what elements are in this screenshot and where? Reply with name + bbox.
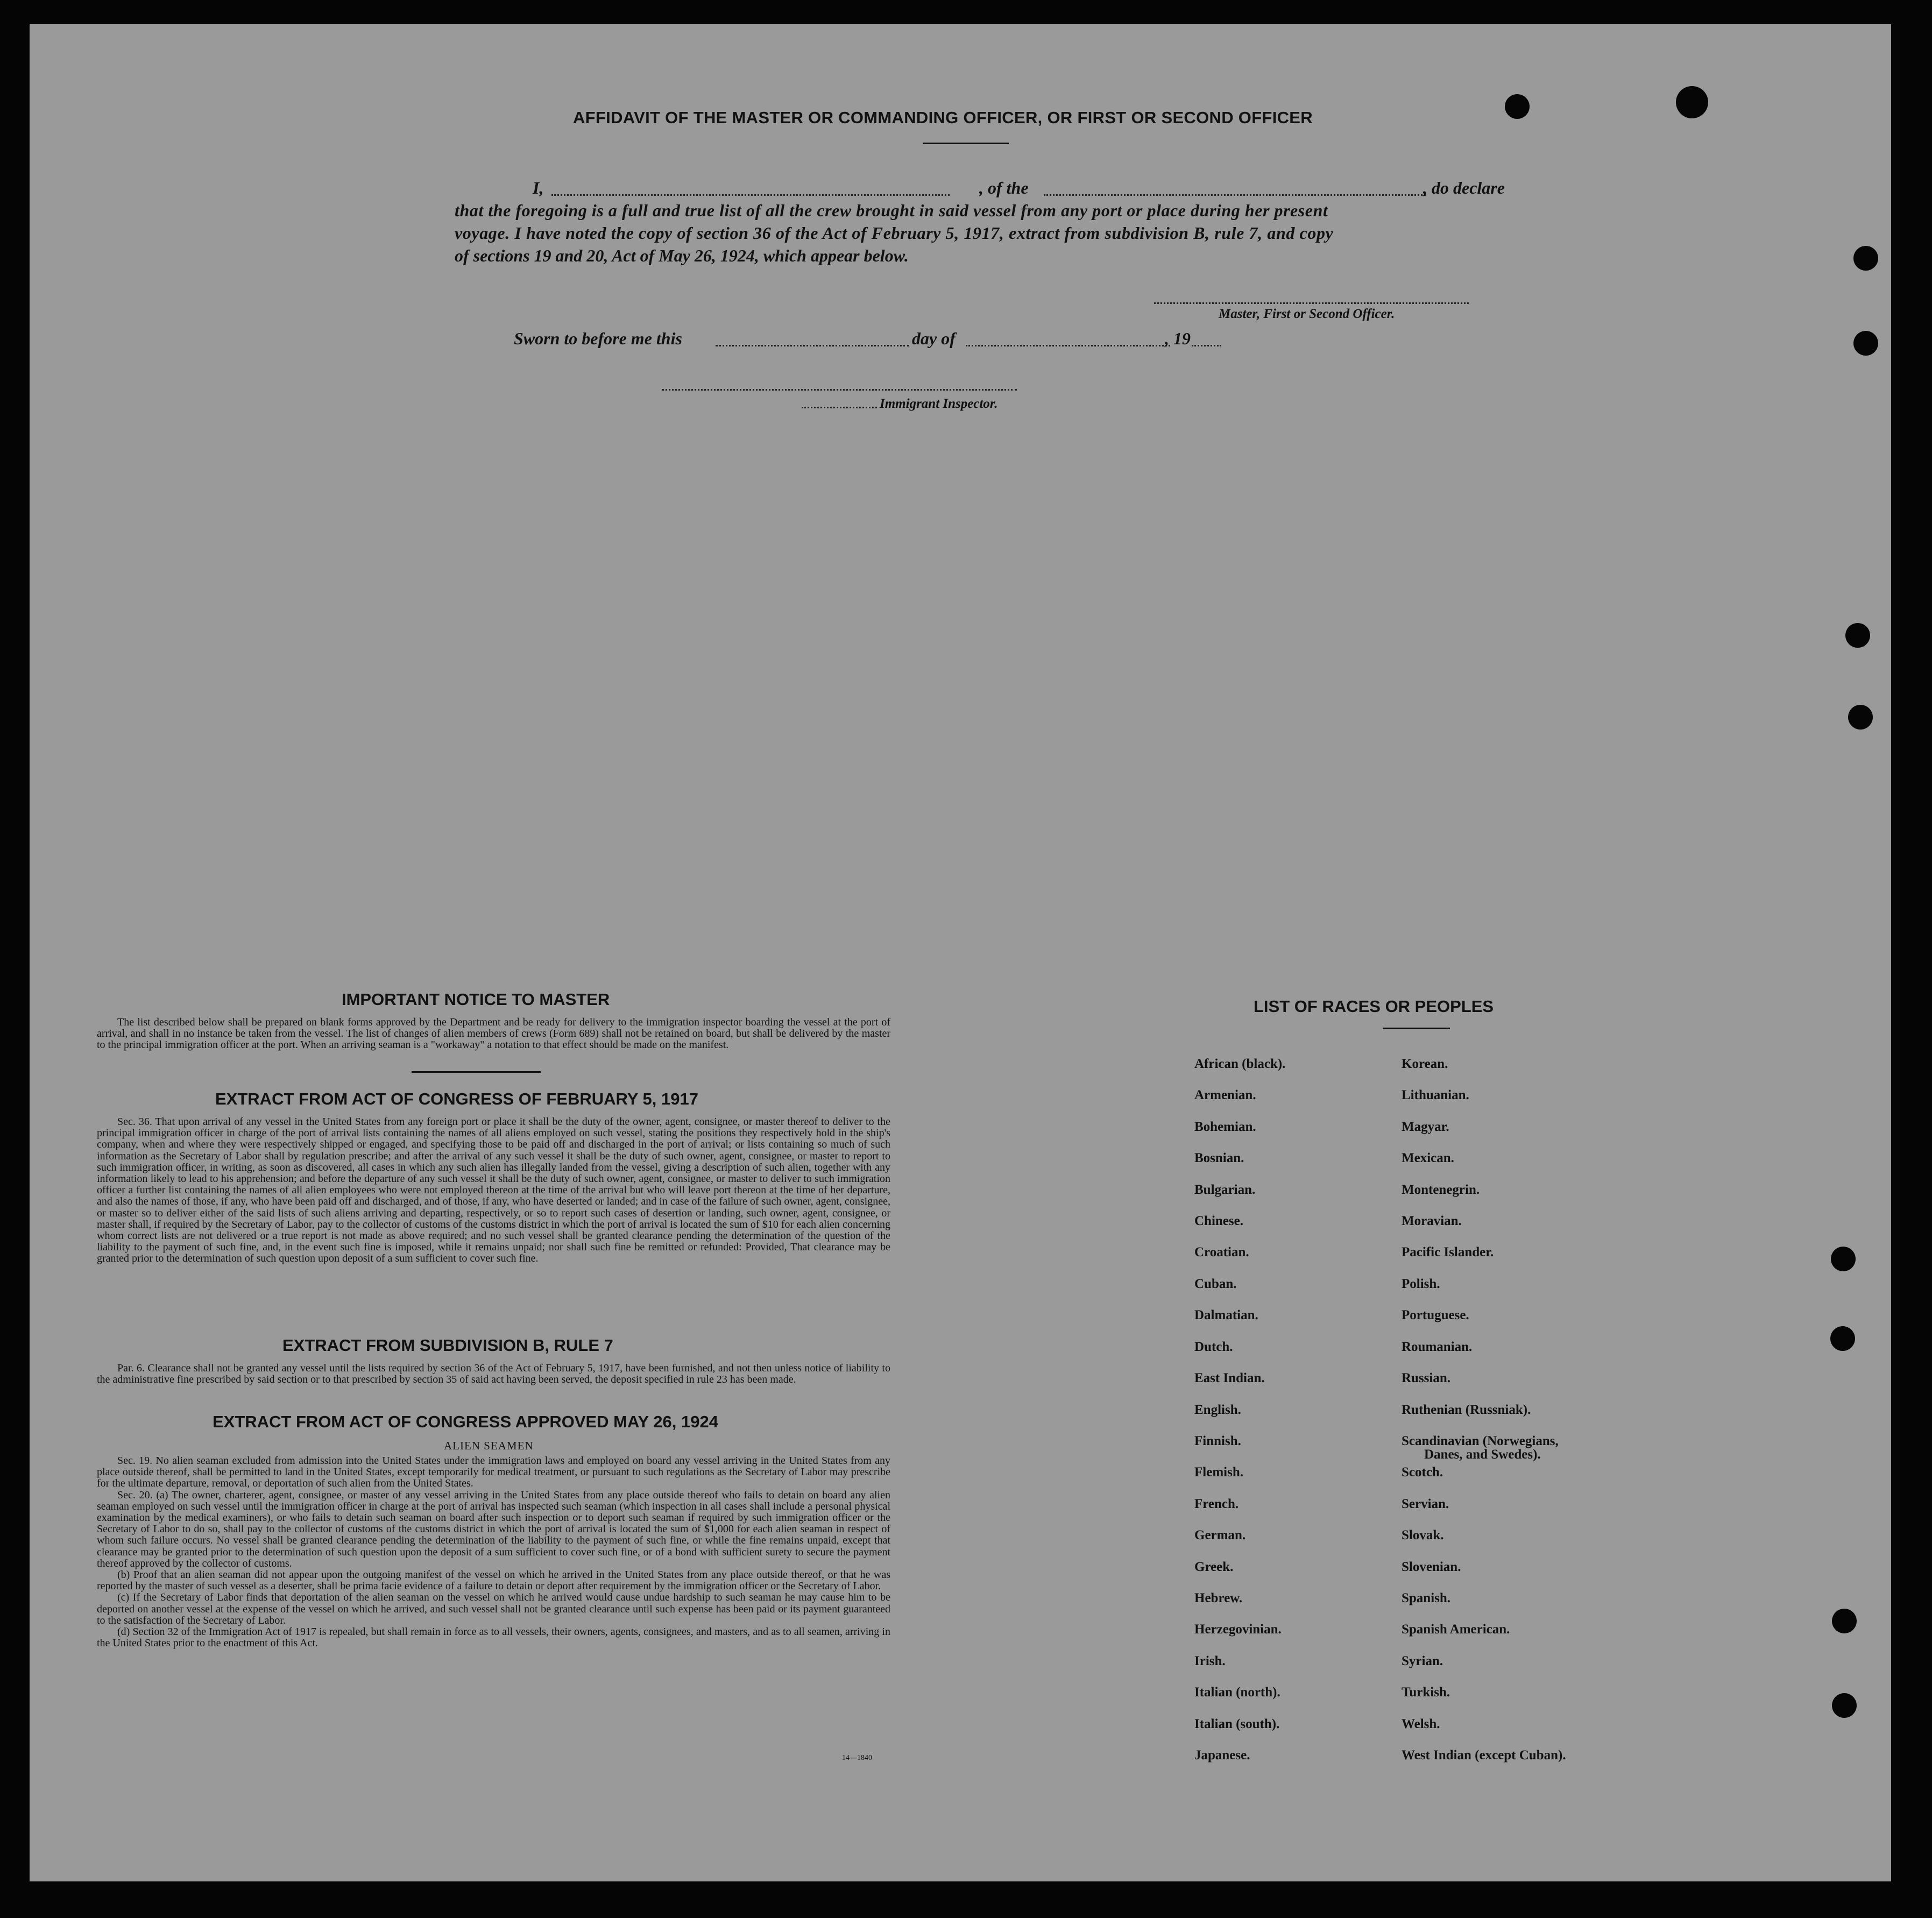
race-item: Roumanian. — [1402, 1340, 1473, 1354]
punch-hole — [1830, 1326, 1855, 1351]
punch-hole — [1853, 246, 1878, 271]
race-item: Scandinavian (Norwegians, — [1402, 1434, 1559, 1448]
punch-hole — [1845, 623, 1870, 648]
punch-hole — [1832, 1609, 1857, 1633]
inspector-prefix-dots — [802, 407, 877, 408]
races-title: LIST OF RACES OR PEOPLES — [1254, 997, 1494, 1016]
extract-1924-title: EXTRACT FROM ACT OF CONGRESS APPROVED MAY 26, 1924 — [213, 1412, 718, 1431]
section-20d-paragraph: (d) Section 32 of the Immigration Act of 1917 is repealed, but shall remain in force as to all vessels, their owners, agents, consignees, and masters, and as to all seamen, arriving in the United States prior to the enactment of this Act. — [97, 1626, 890, 1650]
affidavit-line-2: that the foregoing is a full and true list of all the crew brought in said vessel from any port or place during her present — [455, 201, 1328, 220]
race-item: German. — [1194, 1528, 1246, 1542]
affidavit-title: AFFIDAVIT OF THE MASTER OR COMMANDING OFFICER, OR FIRST OR SECOND OFFICER — [573, 108, 1313, 127]
race-item: Armenian. — [1194, 1088, 1256, 1102]
sworn-text: Sworn to before me this — [514, 329, 682, 348]
punch-hole — [1505, 94, 1530, 119]
race-item: Danes, and Swedes). — [1424, 1447, 1541, 1462]
race-item: Slovenian. — [1402, 1560, 1461, 1574]
race-item: Ruthenian (Russniak). — [1402, 1403, 1531, 1417]
notice-title: IMPORTANT NOTICE TO MASTER — [342, 990, 610, 1009]
punch-hole — [1853, 331, 1878, 356]
section-20b-paragraph: (b) Proof that an alien seaman did not appear upon the outgoing manifest of the vessel on which he arrived in the United States from any place outside thereof, or that he was reported by the master of such vessel as a deserter, shall be prima facie evidence of a failure to detain or deport after requirement by the immigration officer or the Secretary of Labor. — [97, 1569, 890, 1593]
section-36-paragraph: Sec. 36. That upon arrival of any vessel in the United States from any foreign port or place it shall be the duty of the owner, agent, consignee, or master thereof to deliver to the principal immigration officer in charge of the port of arrival lists containing the names of all aliens employed on such vessel, stating the positions they respectively hold in the ship's company, when and where they were respectively shipped or engaged, and specifying those to be paid off and discharged in the port of arrival; or lists containing so much of such information as the Secretary of Labor shall by regulation prescribe; and after the arrival of any such vessel it shall be the duty of such owner, agent, consignee, or master to report to such immigration officer, in writing, as soon as discovered, all cases in which any such alien has illegally landed from the vessel, giving a description of such alien, together with any information likely to lead to his apprehension; and before the departure of any such vessel it shall be the duty of such owner, agent, consignee, or master to deliver to such immigration officer a further list containing the names of all alien employees who were not employed thereon at the time of the arrival but who will leave port thereon at the time of her departure, and also the names of those, if any, who have been paid off and discharged, and of those, if any, who have deserted or landed; and in case of the failure of such owner, agent, consignee, or master so to deliver either of the said lists of such aliens arriving and departing, respectively, or so to report such cases of desertion or landing, such owner, agent, consignee, or master shall, if required by the Secretary of Labor, pay to the collector of customs of the customs district in which the port of arrival is located the sum of $10 for each alien concerning whom correct lists are not delivered or a true report is not made as above required; and no such vessel shall be granted clearance pending the determination of the question of the liability to the payment of such fine, and, in the event such fine is imposed, while it remains unpaid; nor shall such fine be remitted or refunded: Provided, That clearance may be granted prior to the determination of such question upon deposit of a sum sufficient to cover such fine. — [97, 1116, 890, 1265]
alien-seamen-subtitle: ALIEN SEAMEN — [444, 1439, 534, 1452]
race-item: Moravian. — [1402, 1214, 1462, 1228]
section-19-paragraph: Sec. 19. No alien seaman excluded from admission into the United States under the immigration laws and employed on board any vessel arriving in the United States from any place outside thereof, shall be permitted to land in the United States, except temporarily for medical treatment, or pursuant to such regulations as the Secretary of Labor may prescribe for the ultimate departure, removal, or deportation of such alien from the United States. — [97, 1455, 890, 1490]
punch-hole — [1832, 1693, 1857, 1718]
race-item: Flemish. — [1194, 1465, 1243, 1480]
race-item: Greek. — [1194, 1560, 1234, 1574]
notice-text — [97, 1017, 890, 1051]
race-item: Lithuanian. — [1402, 1088, 1469, 1102]
punch-hole — [1848, 705, 1873, 730]
signature-line — [1154, 302, 1469, 304]
race-item: Japanese. — [1194, 1748, 1250, 1763]
section-20c-paragraph: (c) If the Secretary of Labor finds that deportation of the alien seaman on the vessel on which he arrived would cause undue hardship to such seaman he may cause him to be deported on another vessel at the expense of the vessel on which he arrived, and such vessel shall not be granted clearance until such expense has been paid or its payment guaranteed to the satisfaction of the Secretary of Labor. — [97, 1591, 890, 1626]
race-item: Welsh. — [1402, 1717, 1440, 1731]
sworn-day-blank — [716, 345, 909, 346]
race-item: Scotch. — [1402, 1465, 1443, 1480]
sworn-year: , 19 — [1165, 329, 1191, 348]
race-item: Cuban. — [1194, 1277, 1237, 1291]
races-underline — [1383, 1028, 1450, 1029]
section-20a-paragraph: Sec. 20. (a) The owner, charterer, agent, consignee, or master of any vessel arriving in the United States from any place outside thereof who fails to detain on board any alien seaman employed on such vessel until the immigration officer in charge at the port of arrival has inspected such seaman (which inspection in all cases shall include a personal physical examination by the medical examiners), or who fails to detain such seaman on board after such inspection or to deport such seaman if required by such immigration officer or the Secretary of Labor to do so, shall pay to the collector of customs of the customs district in which the port of arrival is located the sum of $1,000 for each alien seaman in respect of whom such failure occurs. No vessel shall be granted clearance pending the determination of the liability to the payment of such fine, or while the fine remains unpaid, except that clearance may be granted prior to the determination of such question upon the deposit of a sum sufficient to cover such fine, or of a bond with sufficient surety to secure the payment thereof approved by the collector of customs. — [97, 1489, 890, 1569]
form-number: 14—1840 — [842, 1754, 872, 1762]
race-item: Croatian. — [1194, 1245, 1249, 1259]
affidavit-line-3: voyage. I have noted the copy of section 36 of the Act of February 5, 1917, extract from subdivision B, rule 7, and copy — [455, 223, 1334, 243]
race-item: Herzegovinian. — [1194, 1622, 1282, 1637]
race-item: Polish. — [1402, 1277, 1440, 1291]
paragraph-6: Par. 6. Clearance shall not be granted any vessel until the lists required by section 36 of the Act of February 5, 1917, have been furnished, and not then unless notice of liability to the administrative fine prescribed by said section or to that prescribed by section 35 of said act having been served, the deposit specified in rule 23 has been made. — [97, 1362, 890, 1386]
affidavit-i: I, — [533, 178, 544, 197]
race-item: Spanish American. — [1402, 1622, 1510, 1637]
race-item: Syrian. — [1402, 1654, 1443, 1668]
race-item: Korean. — [1402, 1057, 1448, 1071]
extract-1917-text — [97, 1116, 890, 1265]
race-item: East Indian. — [1194, 1371, 1265, 1385]
name-blank — [551, 194, 950, 196]
race-item: Bohemian. — [1194, 1120, 1256, 1134]
race-item: Turkish. — [1402, 1685, 1450, 1700]
punch-hole — [1831, 1247, 1856, 1271]
race-item: African (black). — [1194, 1057, 1286, 1071]
race-item: Bosnian. — [1194, 1151, 1244, 1165]
inspector-label: Immigrant Inspector. — [880, 397, 998, 411]
title-underline — [923, 143, 1009, 144]
race-item: Pacific Islander. — [1402, 1245, 1494, 1259]
race-item: Slovak. — [1402, 1528, 1444, 1542]
signature-label: Master, First or Second Officer. — [1219, 307, 1395, 321]
race-item: Russian. — [1402, 1371, 1451, 1385]
race-item: Hebrew. — [1194, 1591, 1243, 1605]
race-item: Dutch. — [1194, 1340, 1233, 1354]
race-item: Italian (south). — [1194, 1717, 1280, 1731]
race-item: Bulgarian. — [1194, 1183, 1256, 1197]
race-item: Servian. — [1402, 1497, 1449, 1511]
sworn-day-of: day of — [912, 329, 956, 348]
race-item: Magyar. — [1402, 1120, 1449, 1134]
race-item: Dalmatian. — [1194, 1308, 1258, 1322]
sworn-year-blank — [1192, 345, 1221, 346]
race-item: French. — [1194, 1497, 1239, 1511]
notice-paragraph: The list described below shall be prepared on blank forms approved by the Department and be ready for delivery to the immigration inspector boarding the vessel at the port of arrival, and shall in no instance be taken from the vessel. The list of changes of alien members of crews (Form 689) shall not be retained on board, but shall be delivered by the master to the principal immigration officer at the port. When an arriving seaman is a "workaway" a notation to that effect should be made on the manifest. — [97, 1016, 890, 1051]
race-item: Finnish. — [1194, 1434, 1241, 1448]
rule-7-text — [97, 1363, 890, 1385]
race-item: Montenegrin. — [1402, 1183, 1480, 1197]
extract-1924-text — [97, 1455, 890, 1649]
race-item: Chinese. — [1194, 1214, 1243, 1228]
extract-1917-title: EXTRACT FROM ACT OF CONGRESS OF FEBRUARY 5, 1917 — [215, 1089, 698, 1108]
race-item: Portuguese. — [1402, 1308, 1469, 1322]
rule-7-title: EXTRACT FROM SUBDIVISION B, RULE 7 — [282, 1336, 613, 1355]
race-item: English. — [1194, 1403, 1241, 1417]
inspector-signature-line — [662, 389, 1017, 391]
race-item: Mexican. — [1402, 1151, 1454, 1165]
sworn-month-blank — [966, 345, 1170, 346]
vessel-blank — [1044, 194, 1426, 196]
race-item: Italian (north). — [1194, 1685, 1280, 1700]
race-item: Spanish. — [1402, 1591, 1451, 1605]
punch-hole — [1676, 86, 1708, 118]
document-page — [30, 24, 1891, 1881]
affidavit-line-4: of sections 19 and 20, Act of May 26, 1924, which appear below. — [455, 246, 909, 265]
affidavit-of-the: , of the — [979, 178, 1029, 197]
race-item: Irish. — [1194, 1654, 1226, 1668]
affidavit-do-declare: , do declare — [1423, 178, 1505, 197]
race-item: West Indian (except Cuban). — [1402, 1748, 1566, 1763]
notice-divider — [412, 1071, 541, 1073]
